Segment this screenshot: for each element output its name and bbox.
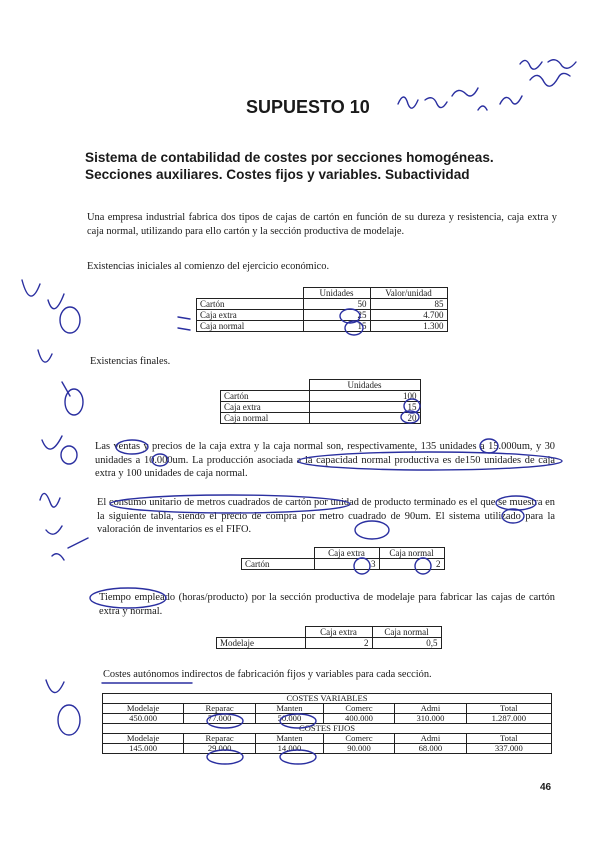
table-row — [103, 744, 552, 754]
header-cell: Modelaje — [103, 704, 184, 714]
units-cell: 20 — [309, 413, 420, 424]
value-cell: 310.000 — [395, 714, 466, 724]
header-cell: Total — [466, 734, 551, 744]
table-row — [242, 559, 445, 570]
value-cell: 29.000 — [184, 744, 256, 754]
header-cell: Admi — [395, 704, 466, 714]
units-cell: 100 — [309, 391, 420, 402]
table-row — [221, 402, 421, 413]
table-row — [197, 310, 448, 321]
scribble-mark — [520, 60, 576, 69]
arrow-mark — [178, 317, 190, 330]
row-label: Caja normal — [221, 413, 310, 424]
final-stock-table — [220, 379, 421, 424]
value-cell: 1.300 — [370, 321, 447, 332]
costs-table — [102, 693, 552, 754]
variable-costs-title: COSTES VARIABLES — [103, 694, 552, 704]
value-cell: 68.000 — [395, 744, 466, 754]
value-cell: 145.000 — [103, 744, 184, 754]
header-cell: Comerc — [323, 704, 394, 714]
initial-stock-table — [196, 287, 448, 332]
row-label: Modelaje — [217, 638, 306, 649]
value-cell: 90.000 — [323, 744, 394, 754]
row-label: Cartón — [197, 299, 304, 310]
sales-paragraph: Las ventas y precios de la caja extra y la caja normal son, respectivamente, 135 unidades a 15.000um, y 30 unidades a 10.000um. La producción asociada a la capacidad normal productiva es de150 unidades de caja extra y 100 unidades de caja normal. — [95, 441, 555, 479]
col-caja-extra: Caja extra — [314, 548, 379, 559]
consumption-paragraph: El consumo unitario de metros cuadrados de cartón por unidad de producto terminado es el que se muestra en la siguiente tabla, siendo el precio de compra por metro cuadrado de 90um. El sistema utilizado para la valoración de inventarios es el FIFO. — [97, 497, 555, 535]
time-paragraph: Tiempo empleado (horas/producto) por la sección productiva de modelaje para fabricar las cajas de cartón extra y normal. — [99, 592, 555, 617]
value-cell: 400.000 — [323, 714, 394, 724]
section-subtitle: Sistema de contabilidad de costes por secciones homogéneas. Secciones auxiliares. Costes fijos y variables. Subactividad — [85, 150, 494, 182]
circle-mark — [60, 307, 80, 333]
header-cell: Modelaje — [103, 734, 184, 744]
units-cell: 15 — [309, 402, 420, 413]
row-label: Caja extra — [197, 310, 304, 321]
scribble-mark — [478, 73, 570, 110]
col-caja-normal: Caja normal — [372, 627, 441, 638]
consumption-table — [241, 547, 445, 570]
table-row — [197, 299, 448, 310]
circle-mark — [65, 389, 83, 415]
col-units: Unidades — [303, 288, 370, 299]
value-cell: 450.000 — [103, 714, 184, 724]
col-units: Unidades — [309, 380, 420, 391]
value-cell: 0,5 — [372, 638, 441, 649]
table-row — [103, 714, 552, 724]
header-cell: Admi — [395, 734, 466, 744]
table-row — [197, 321, 448, 332]
value-cell: 2 — [379, 559, 444, 570]
circle-mark — [58, 705, 80, 735]
table-row — [221, 413, 421, 424]
row-label: Cartón — [242, 559, 315, 570]
header-cell: Reparac — [184, 704, 256, 714]
col-value: Valor/unidad — [370, 288, 447, 299]
units-cell: 15 — [303, 321, 370, 332]
tick-mark — [38, 350, 70, 396]
table-row — [221, 391, 421, 402]
final-stock-heading: Existencias finales. — [90, 356, 171, 367]
intro-paragraph: Una empresa industrial fabrica dos tipos de cajas de cartón en función de su dureza y resistencia, caja extra y caja normal, utilizando para ello cartón y la sección productiva de modelaje. — [87, 212, 557, 237]
row-label: Cartón — [221, 391, 310, 402]
initial-stock-heading: Existencias iniciales al comienzo del ejercicio económico. — [87, 261, 330, 272]
value-cell: 3 — [314, 559, 379, 570]
page-number: 46 — [540, 782, 552, 793]
scribble-mark — [398, 88, 478, 108]
col-caja-extra: Caja extra — [305, 627, 372, 638]
value-cell: 2 — [305, 638, 372, 649]
value-cell: 14.000 — [256, 744, 324, 754]
value-cell: 77.000 — [184, 714, 256, 724]
header-cell: Total — [466, 704, 551, 714]
table-row — [103, 704, 552, 714]
value-cell: 1.287.000 — [466, 714, 551, 724]
tick-mark — [42, 436, 62, 449]
units-cell: 25 — [303, 310, 370, 321]
costs-heading: Costes autónomos indirectos de fabricación fijos y variables para cada sección. — [103, 669, 432, 680]
page-title: SUPUESTO 10 — [246, 97, 370, 117]
tick-mark — [46, 680, 64, 693]
header-cell: Manten — [256, 704, 324, 714]
header-cell: Manten — [256, 734, 324, 744]
time-table — [216, 626, 442, 649]
row-label: Caja normal — [197, 321, 304, 332]
col-caja-normal: Caja normal — [379, 548, 444, 559]
value-cell: 337.000 — [466, 744, 551, 754]
header-cell: Comerc — [323, 734, 394, 744]
fixed-costs-title: COSTES FIJOS — [103, 724, 552, 734]
header-cell: Reparac — [184, 734, 256, 744]
table-row — [103, 734, 552, 744]
scribble-mark — [40, 493, 88, 560]
units-cell: 50 — [303, 299, 370, 310]
table-row — [217, 638, 442, 649]
circle-mark — [61, 446, 77, 464]
value-cell: 85 — [370, 299, 447, 310]
value-cell: 4.700 — [370, 310, 447, 321]
row-label: Caja extra — [221, 402, 310, 413]
value-cell: 50.000 — [256, 714, 324, 724]
tick-mark — [22, 280, 64, 309]
